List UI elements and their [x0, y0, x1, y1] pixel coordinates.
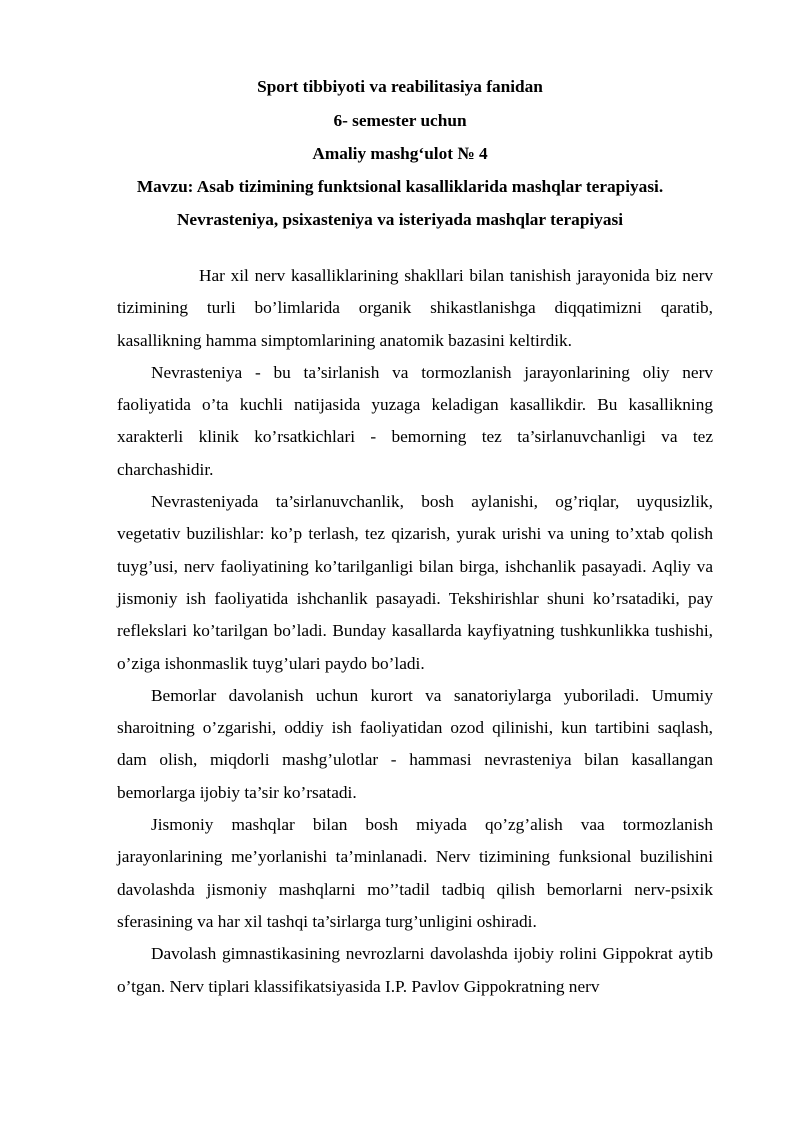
body-text	[117, 260, 713, 1003]
topic-subtitle: Nevrasteniya, psixasteniya va isteriyada mashqlar terapiyasi	[176, 210, 624, 229]
semester-label: 6- semester uchun	[333, 111, 467, 130]
course-title: Sport tibbiyoti va reabilitasiya fanidan	[257, 77, 543, 96]
paragraph: Nevrasteniya - bu ta’sirlanish va tormozlanish jarayonlarining oliy nerv faoliyatida o’ta kuchli natijasida yuzaga keladigan kasallikdir. Bu kasallikning xarakterli klinik ko’rsatkichlari - bemorning tez ta’sirlanuvchanligi va tez charchashidir.	[117, 362, 713, 479]
paragraph: Nevrasteniyada ta’sirlanuvchanlik, bosh aylanishi, og’riqlar, uyqusizlik, vegetativ buzilishlar: ko’p terlash, tez qizarish, yurak urishi va uning to’xtab qolish tuyg’usi, nerv faoliyatining ko’tarilganligi bilan birga, ishchanlik pasayadi. Aqliy va jismoniy ish faoliyatida ishchanlik pasayadi. Tekshirishlar shuni ko’rsatadiki, pay reflekslari ko’tarilgan bo’ladi. Bunday kasallarda kayfiyatning tushkunlikka tushishi, o’ziga ishonmaslik tuyg’ulari paydo bo’ladi.	[117, 492, 713, 673]
lesson-number: Amaliy mashg‘ulot № 4	[312, 144, 488, 163]
paragraph: Davolash gimnastikasining nevrozlarni davolashda ijobiy rolini Gippokrat aytib o’tgan. Nerv tiplari klassifikatsiyasida I.P. Pavlov Gippokratning nerv	[117, 944, 713, 996]
paragraph: Jismoniy mashqlar bilan bosh miyada qo’zg’alish vaa tormozlanish jarayonlarining me’yorlanishi ta’minlanadi. Nerv tizimining funksional buzilishini davolashda jismoniy mashqlarni mo’’tadil tadbiq qilish bemorlarni nerv-psixik sferasining va har xil tashqi ta’sirlarga turg’unligini oshiradi.	[117, 815, 713, 931]
topic-title: Mavzu: Asab tizimining funktsional kasalliklarida mashqlar terapiyasi.	[136, 177, 664, 196]
paragraph: Har xil nerv kasalliklarining shakllari bilan tanishish jarayonida biz nerv tizimining turli bo’limlarida organik shikastlanishga diqqatimizni qaratib, kasallikning hamma simptomlarining anatomik bazasini keltirdik.	[117, 266, 713, 350]
paragraph: Bemorlar davolanish uchun kurort va sanatoriylarga yuboriladi. Umumiy sharoitning o’zgarishi, oddiy ish faoliyatidan ozod qilinishi, kun tartibini saqlash, dam olish, miqdorli mashg’ulotlar - hammasi nevrasteniya bilan kasallangan bemorlarga ijobiy ta’sir ko’rsatadi.	[117, 685, 713, 802]
